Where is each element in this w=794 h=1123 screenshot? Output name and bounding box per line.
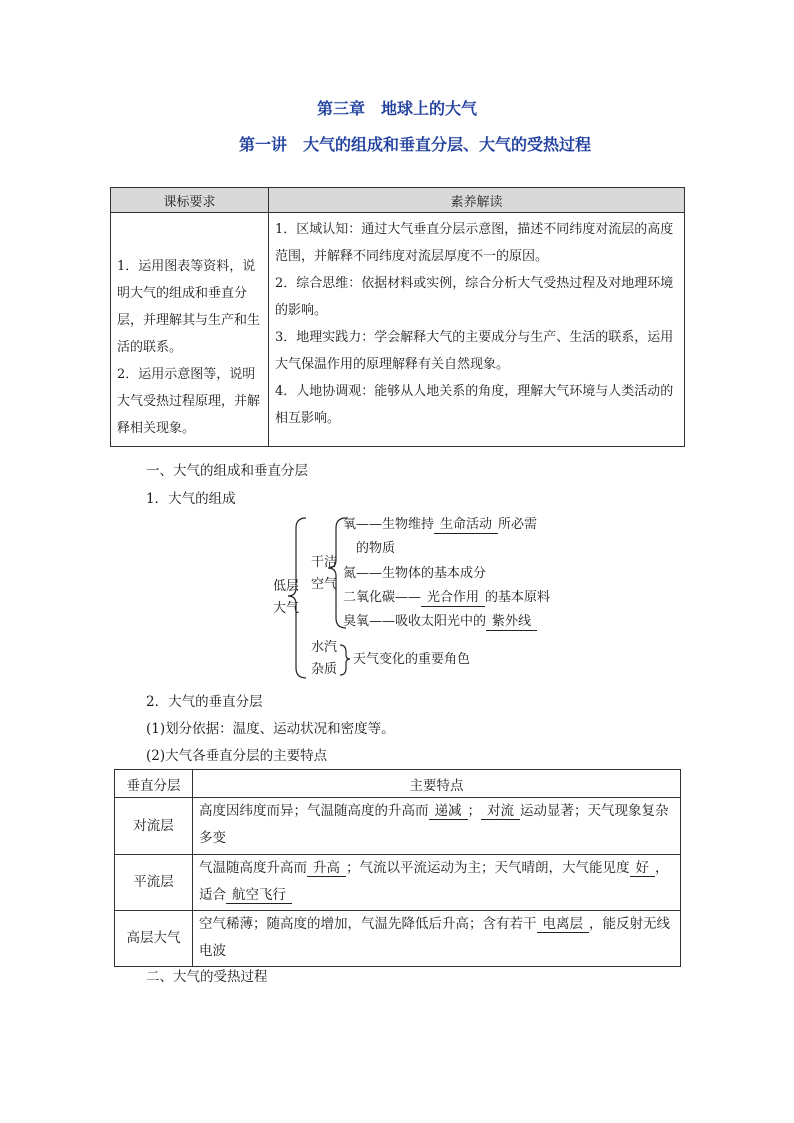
layer-name: 对流层 xyxy=(115,798,193,855)
layers-table xyxy=(114,769,681,967)
header-curriculum: 课标要求 xyxy=(111,188,269,213)
literacy-item: 3．地理实践力：学会解释大气的主要成分与生产、生活的联系，运用大气保温作用的原理解释有关自然现象。 xyxy=(275,330,674,372)
feature-text: ； xyxy=(467,803,481,819)
vapor-role: 天气变化的重要角色 xyxy=(353,652,471,667)
section1-sub1: 1．大气的组成 xyxy=(146,491,236,507)
section1-title: 一、大气的组成和垂直分层 xyxy=(146,463,308,479)
ozone-text: 臭氧——吸收太阳光中的 xyxy=(343,614,487,629)
section2-title: 二、大气的受热过程 xyxy=(146,969,268,985)
vapor-label-1: 水汽 xyxy=(311,640,338,655)
feature-text: 运动显著；天气现象复杂多变 xyxy=(199,803,669,846)
layer-name: 平流层 xyxy=(115,855,193,911)
co2-text: 二氧化碳—— xyxy=(343,590,422,605)
oxygen-blank: 生命活动 xyxy=(434,517,498,534)
literacy-item: 4．人地协调观：能够从人地关系的角度，理解大气环境与人类活动的相互影响。 xyxy=(275,384,674,426)
feature-text: ，适合 xyxy=(199,860,669,903)
oxygen-line-2: 的物质 xyxy=(356,541,396,556)
curriculum-item: 1．运用图表等资料，说明大气的组成和垂直分层，并理解其与生产和生活的联系。 xyxy=(117,259,261,355)
layer-features xyxy=(193,798,681,855)
vapor-label-2: 杂质 xyxy=(311,662,338,677)
features-title: (2)大气各垂直分层的主要特点 xyxy=(146,748,328,764)
lecture-title: 第一讲 大气的组成和垂直分层、大气的受热过程 xyxy=(238,135,591,154)
feature-text: 高度因纬度而异；气温随高度的升高而 xyxy=(199,803,429,819)
oxygen-text: 氧——生物维持 xyxy=(343,517,435,532)
feature-text: 气温随高度升高而 xyxy=(199,860,307,876)
curriculum-item: 2．运用示意图等，说明大气受热过程原理，并解释相关现象。 xyxy=(117,367,261,436)
header-features: 主要特点 xyxy=(193,770,681,798)
header-layer: 垂直分层 xyxy=(115,770,193,798)
header-literacy: 素养解读 xyxy=(269,188,685,213)
answer-blank: 电离层 xyxy=(537,916,590,933)
oxygen-line xyxy=(343,517,537,534)
answer-blank: 航空飞行 xyxy=(226,887,292,904)
layer-features xyxy=(193,911,681,967)
answer-blank: 升高 xyxy=(307,860,346,877)
co2-line xyxy=(343,590,550,607)
root-label-1: 低层 xyxy=(273,579,300,594)
division-basis: (1)划分依据：温度、运动状况和密度等。 xyxy=(146,721,395,737)
answer-blank: 对流 xyxy=(481,803,520,820)
chapter-title: 第三章 地球上的大气 xyxy=(316,99,477,118)
feature-text: ；气流以平流运动为主；天气晴朗，大气能见度 xyxy=(346,860,630,876)
oxygen-suffix: 所必需 xyxy=(498,517,538,532)
answer-blank: 好 xyxy=(630,860,656,877)
dry-air-label-1: 干洁 xyxy=(311,555,338,570)
feature-text: 空气稀薄；随高度的增加，气温先降低后升高；含有若干 xyxy=(199,916,537,932)
answer-blank: 递减 xyxy=(429,803,468,820)
ozone-line xyxy=(343,614,537,631)
co2-blank: 光合作用 xyxy=(421,590,485,607)
root-label-2: 大气 xyxy=(273,601,300,616)
co2-suffix: 的基本原料 xyxy=(485,590,551,605)
literacy-item: 1．区域认知：通过大气垂直分层示意图，描述不同纬度对流层的高度范围，并解释不同纬度对流层厚度不一的原因。 xyxy=(275,222,674,264)
ozone-blank: 紫外线 xyxy=(486,614,537,631)
nitrogen-line: 氮——生物体的基本成分 xyxy=(343,566,487,581)
feature-text: ，能反射无线电波 xyxy=(199,916,670,959)
section1-sub2: 2．大气的垂直分层 xyxy=(146,694,263,710)
layer-name: 高层大气 xyxy=(115,911,193,967)
dry-air-label-2: 空气 xyxy=(311,577,338,592)
layer-features xyxy=(193,855,681,911)
literacy-item: 2．综合思维：依据材料或实例，综合分析大气受热过程及对地理环境的影响。 xyxy=(275,276,674,318)
